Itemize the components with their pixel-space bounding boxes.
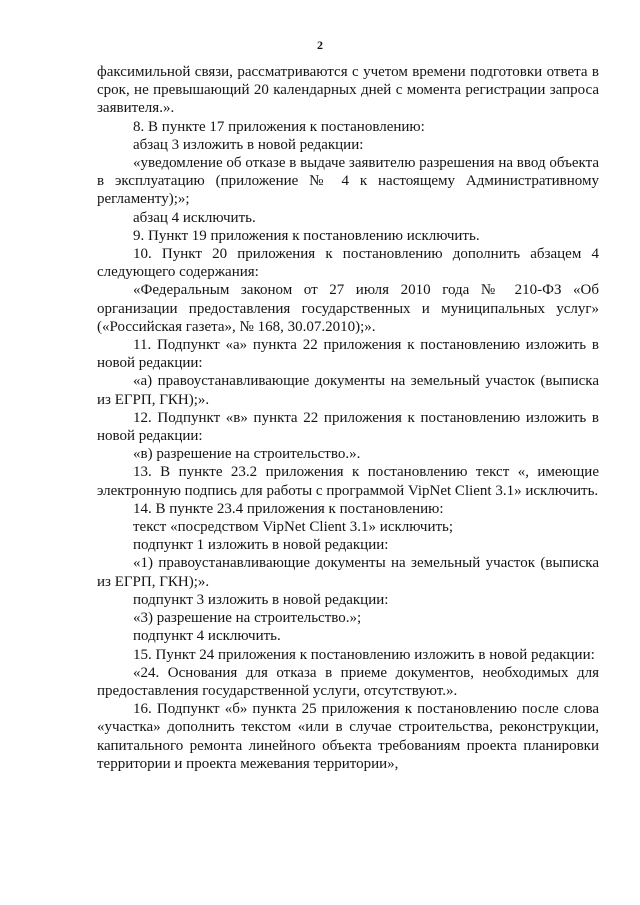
paragraph: 16. Подпункт «б» пункта 25 приложения к постановлению после слова «участка» дополнить текстом «или в случае строительства, реконструкции, капитального ремонта линейного объекта требованиям проекта планировки территории и проекта межевания территории», bbox=[97, 701, 599, 772]
paragraph: подпункт 3 изложить в новой редакции: bbox=[133, 591, 389, 608]
paragraph: абзац 3 изложить в новой редакции: bbox=[133, 136, 364, 153]
paragraph: «а) правоустанавливающие документы на земельный участок (выписка из ЕГРП, ГКН);». bbox=[97, 373, 599, 408]
paragraph: подпункт 4 исключить. bbox=[133, 628, 281, 645]
paragraph: «в) разрешение на строительство.». bbox=[133, 446, 361, 463]
paragraph: «3) разрешение на строительство.»; bbox=[133, 610, 362, 627]
document-body bbox=[97, 63, 599, 773]
paragraph: «уведомление об отказе в выдаче заявителю разрешения на ввод объекта в эксплуатацию (приложение № 4 к настоящему Административному регламенту);»; bbox=[97, 155, 599, 208]
paragraph: факсимильной связи, рассматриваются с учетом времени подготовки ответа в срок, не превышающий 20 календарных дней с момента регистрации запроса заявителя.». bbox=[97, 64, 599, 117]
page-number: 2 bbox=[317, 38, 323, 52]
paragraph: 10. Пункт 20 приложения к постановлению дополнить абзацем 4 следующего содержания: bbox=[97, 246, 599, 281]
paragraph: текст «посредством VipNet Client 3.1» исключить; bbox=[133, 519, 454, 536]
paragraph: подпункт 1 изложить в новой редакции: bbox=[133, 537, 389, 554]
paragraph: «Федеральным законом от 27 июля 2010 года № 210-ФЗ «Об организации предоставления государственных и муниципальных услуг» («Российская газета», № 168, 30.07.2010);». bbox=[97, 282, 599, 335]
paragraph: 14. В пункте 23.4 приложения к постановлению: bbox=[133, 500, 444, 517]
paragraph: 15. Пункт 24 приложения к постановлению изложить в новой редакции: bbox=[133, 646, 595, 663]
paragraph: «24. Основания для отказа в приеме документов, необходимых для предоставления государственной услуги, отсутствуют.». bbox=[97, 664, 599, 699]
paragraph: 12. Подпункт «в» пункта 22 приложения к постановлению изложить в новой редакции: bbox=[97, 409, 599, 445]
paragraph: 9. Пункт 19 приложения к постановлению исключить. bbox=[133, 227, 480, 244]
paragraph: абзац 4 исключить. bbox=[133, 209, 256, 226]
paragraph: 8. В пункте 17 приложения к постановлению: bbox=[133, 118, 425, 135]
paragraph: «1) правоустанавливающие документы на земельный участок (выписка из ЕГРП, ГКН);». bbox=[97, 555, 599, 590]
paragraph: 13. В пункте 23.2 приложения к постановлению текст «, имеющие электронную подпись для работы с программой VipNet Client 3.1» исключить. bbox=[97, 464, 599, 499]
paragraph: 11. Подпункт «а» пункта 22 приложения к постановлению изложить в новой редакции: bbox=[97, 337, 599, 372]
